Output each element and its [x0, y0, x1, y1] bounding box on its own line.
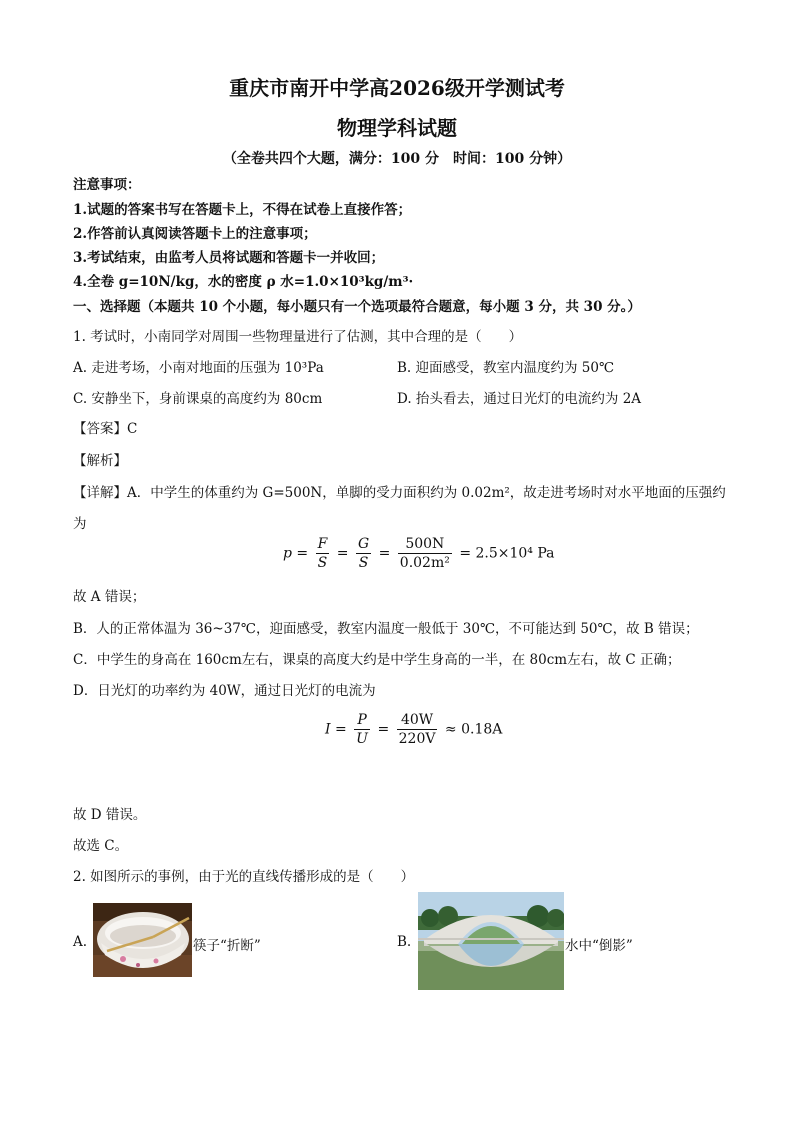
- formula-equals: =: [334, 721, 347, 738]
- fraction-numerator: G: [357, 536, 370, 552]
- q1-detail-line: D．日光灯的功率约为 40W，通过日光灯的电流为: [73, 683, 376, 699]
- note-item: 1.试题的答案书写在答题卡上，不得在试卷上直接作答；: [73, 202, 412, 218]
- formula-symbol: I: [325, 721, 331, 738]
- section-heading: 一、选择题（本题共 10 个小题，每小题只有一个选项最符合题意，每小题 3 分，共 30 分。）: [73, 299, 641, 315]
- q1-option-d: D. 抬头看去，通过日光灯的电流约为 2A: [397, 391, 642, 407]
- fraction-numerator: F: [317, 536, 328, 552]
- formula-fraction: [356, 535, 371, 572]
- pressure-formula: [283, 535, 555, 572]
- q1-detail-line: 故 D 错误。: [73, 807, 147, 823]
- q2-option-a-text: 筷子“折断”: [193, 938, 261, 954]
- q1-option-b: B. 迎面感受，教室内温度约为 50℃: [397, 360, 615, 376]
- q1-analysis-label: 【解析】: [73, 453, 127, 469]
- formula-symbol: p: [283, 545, 292, 562]
- exam-meta: （全卷共四个大题，满分：100 分 时间：100 分钟）: [222, 151, 572, 167]
- fraction-numerator: P: [354, 711, 370, 730]
- q1-option-c: C. 安静坐下，身前课桌的高度约为 80cm: [73, 391, 323, 407]
- fraction-denominator: S: [358, 555, 369, 571]
- fraction-denominator: U: [356, 731, 368, 747]
- q2-option-b-label: B.: [397, 934, 412, 950]
- q1-detail-line: B．人的正常体温为 36~37℃，迎面感受，教室内温度一般低于 30℃，不可能达到 50℃，故 B 错误；: [73, 621, 699, 637]
- q1-conclusion: 故选 C。: [73, 838, 129, 854]
- exam-subtitle: 物理学科试题: [337, 116, 457, 140]
- formula-equals: =: [336, 545, 349, 562]
- bowl-chopstick-picture: [93, 903, 192, 977]
- formula-fraction: [397, 711, 438, 748]
- fraction-denominator: S: [317, 555, 328, 571]
- bridge-reflection-picture: [418, 892, 564, 990]
- formula-fraction: [398, 535, 452, 572]
- fraction-denominator: 0.02m²: [399, 555, 450, 571]
- bridge-reflection-image: [418, 892, 564, 990]
- fraction-numerator: 40W: [397, 711, 438, 730]
- formula-equals: =: [296, 545, 309, 562]
- formula-fraction: [354, 711, 370, 748]
- question-2-stem: 2. 如图所示的事例，由于光的直线传播形成的是（ ）: [73, 869, 415, 885]
- q1-detail-line: 为: [73, 516, 87, 532]
- note-item: 4.全卷 g=10N/kg，水的密度 ρ 水=1.0×10³kg/m³·: [73, 274, 414, 290]
- q1-answer: 【答案】C: [73, 421, 138, 437]
- bowl-chopstick-image: [93, 903, 192, 977]
- q1-detail-line: C．中学生的身高在 160cm左右，课桌的高度大约是中学生身高的一半，在 80cm左右，故 C 正确；: [73, 652, 681, 668]
- formula-result: ≈ 0.18A: [444, 721, 503, 738]
- note-item: 2.作答前认真阅读答题卡上的注意事项；: [73, 226, 317, 242]
- q2-option-a-label: A.: [73, 934, 88, 950]
- formula-equals: =: [378, 545, 391, 562]
- formula-equals: =: [377, 721, 390, 738]
- q2-option-b-text: 水中“倒影”: [565, 938, 633, 954]
- note-item: 3.考试结束，由监考人员将试题和答题卡一并收回；: [73, 250, 385, 266]
- fraction-numerator: 500N: [398, 535, 452, 554]
- question-1-stem: 1. 考试时，小南同学对周围一些物理量进行了估测，其中合理的是（ ）: [73, 329, 523, 345]
- notes-heading: 注意事项：: [73, 177, 141, 193]
- q1-option-a: A. 走进考场，小南对地面的压强为 10³Pa: [73, 360, 324, 376]
- fraction-denominator: 220V: [398, 731, 436, 747]
- q1-detail-line: 【详解】A．中学生的体重约为 G=500N，单脚的受力面积约为 0.02m²，故走进考场时对水平地面的压强约: [73, 485, 726, 501]
- current-formula: [325, 711, 502, 748]
- formula-result: = 2.5×10⁴ Pa: [459, 545, 555, 562]
- q1-detail-line: 故 A 错误；: [73, 589, 146, 605]
- formula-fraction: [316, 535, 330, 572]
- exam-title: 重庆市南开中学高2026级开学测试考: [229, 76, 565, 100]
